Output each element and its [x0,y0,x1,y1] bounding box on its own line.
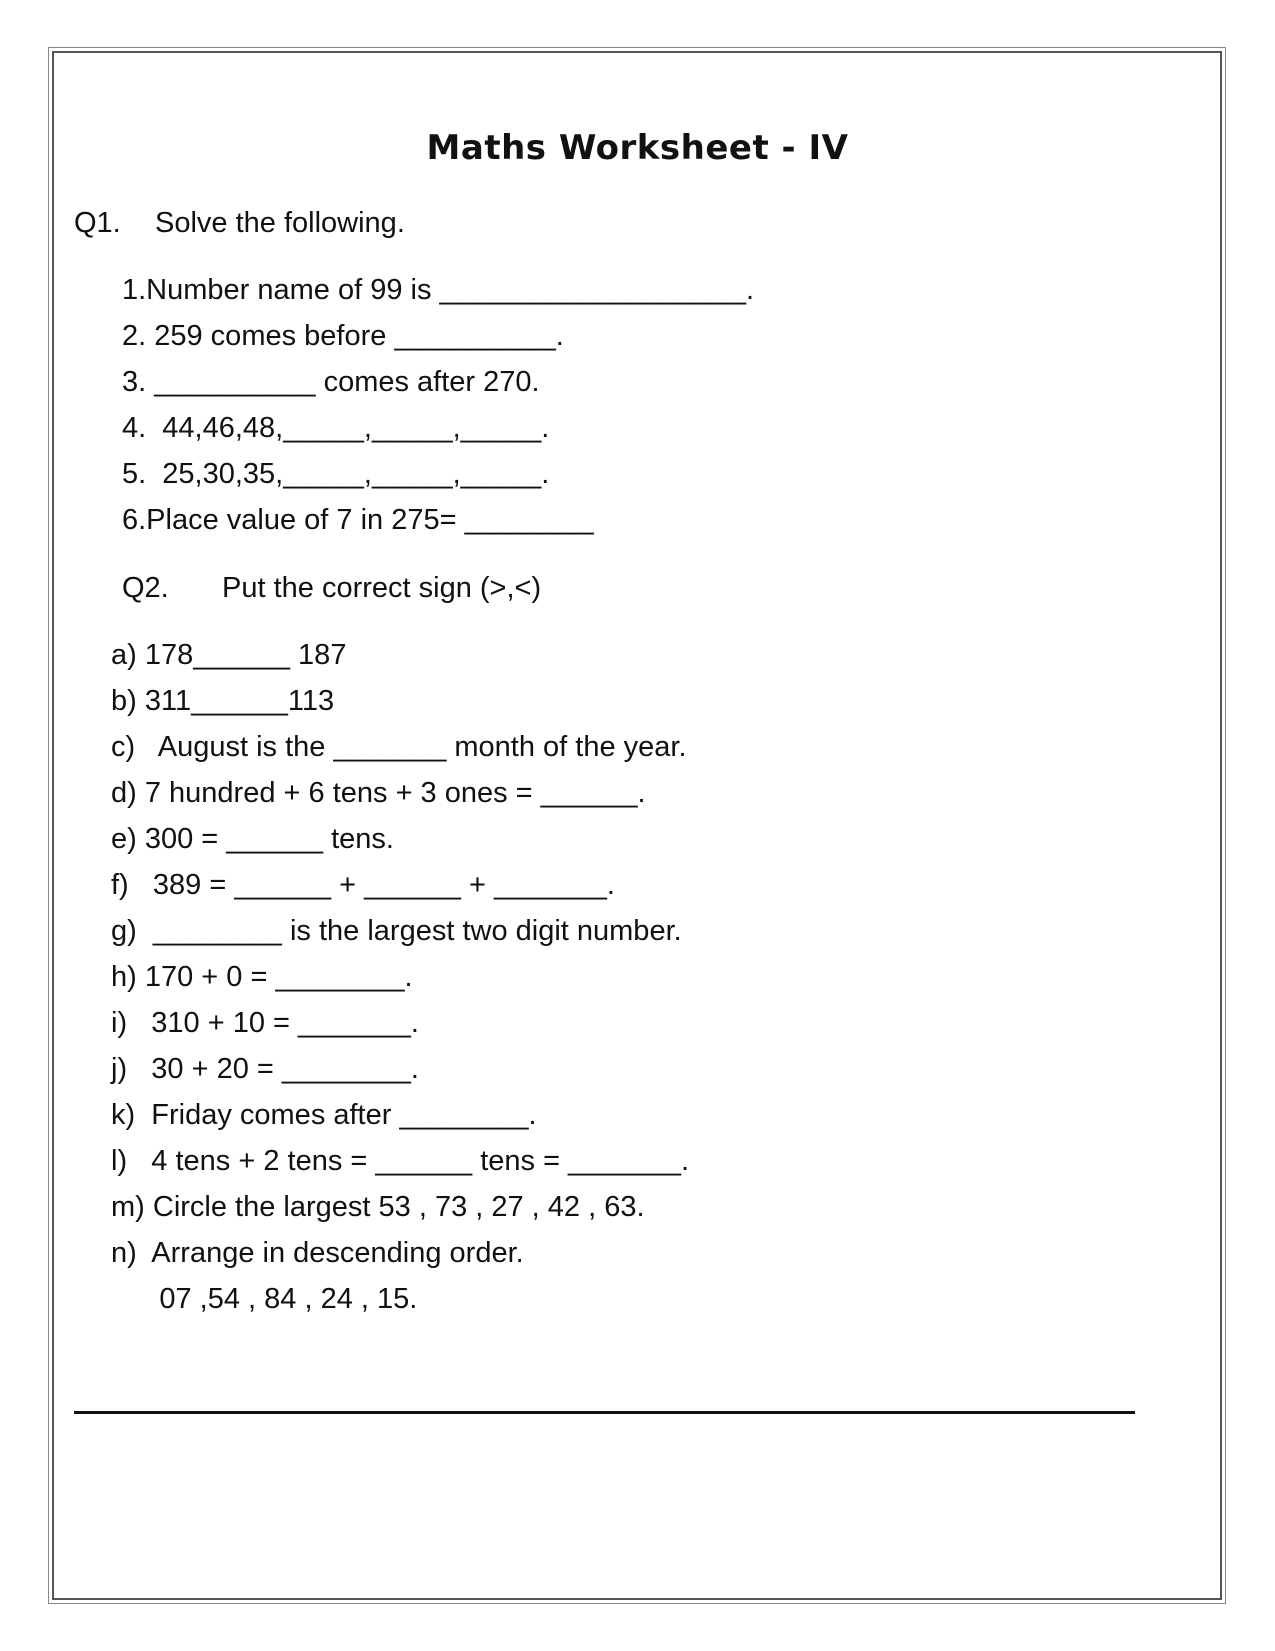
q2-instruction: Put the correct sign (>,<) [222,572,542,604]
q2-item: g) ________ is the largest two digit number. [111,915,682,947]
q2-item: a) 178______ 187 [111,639,347,671]
q2-item: n) Arrange in descending order. [111,1237,524,1269]
worksheet-title: Maths Worksheet - IV [426,128,849,168]
q1-item: 4. 44,46,48,_____,_____,_____. [122,412,550,444]
q2-item: 07 ,54 , 84 , 24 , 15. [111,1283,418,1315]
q1-number: Q1. [74,207,121,239]
q2-number: Q2. [122,572,169,604]
q2-item: f) 389 = ______ + ______ + _______. [111,869,615,901]
q1-item: 6.Place value of 7 in 275= ________ [122,504,594,536]
q1-instruction: Solve the following. [155,207,405,239]
q2-item: i) 310 + 10 = _______. [111,1007,419,1039]
q1-item: 2. 259 comes before __________. [122,320,564,352]
bottom-divider-line [74,1411,1135,1414]
q2-item: l) 4 tens + 2 tens = ______ tens = _______. [111,1145,690,1177]
q1-item: 1.Number name of 99 is ___________________. [122,274,755,306]
q2-item: e) 300 = ______ tens. [111,823,394,855]
q2-item: h) 170 + 0 = ________. [111,961,413,993]
q2-item: k) Friday comes after ________. [111,1099,537,1131]
q2-item: j) 30 + 20 = ________. [111,1053,419,1085]
q2-item: m) Circle the largest 53 , 73 , 27 , 42 , 63. [111,1191,645,1223]
q2-item: b) 311______113 [111,685,335,717]
q2-item: d) 7 hundred + 6 tens + 3 ones = ______. [111,777,646,809]
q1-item: 5. 25,30,35,_____,_____,_____. [122,458,550,490]
q2-item: c) August is the _______ month of the year. [111,731,687,763]
q1-item: 3. __________ comes after 270. [122,366,540,398]
